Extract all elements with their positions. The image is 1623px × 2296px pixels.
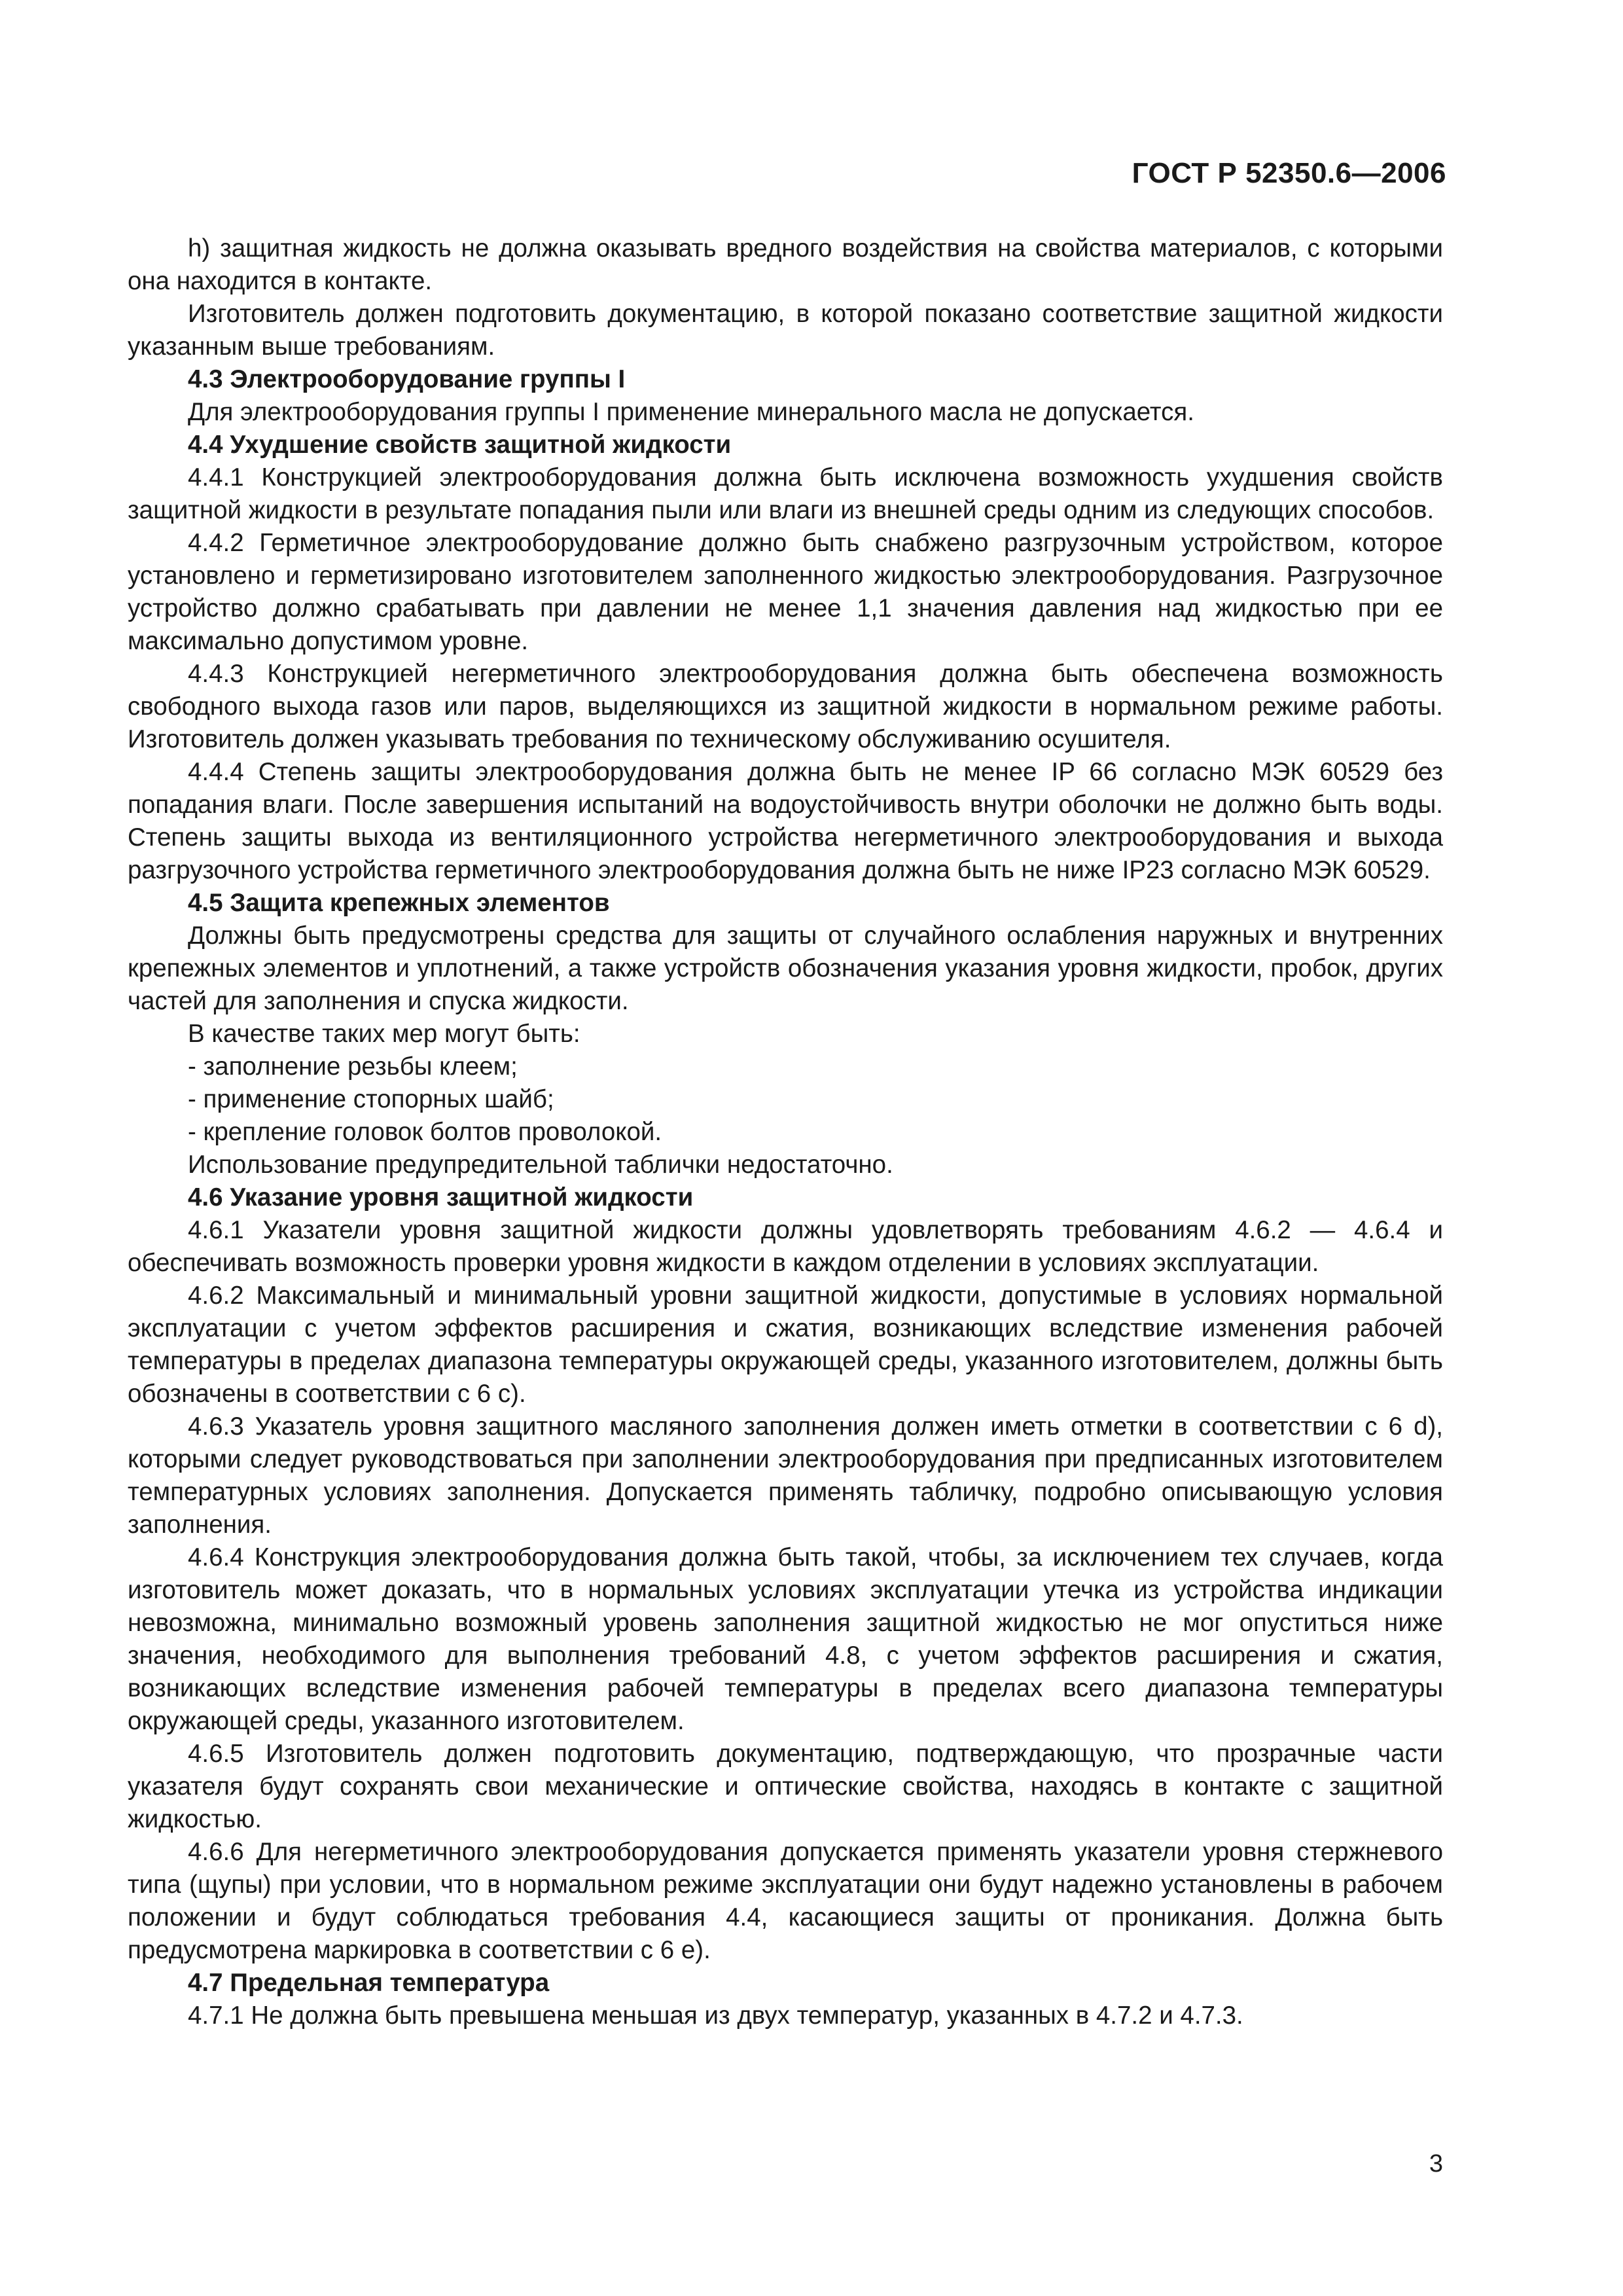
paragraph: 4.6.6 Для негерметичного электрооборудования допускается применять указатели уровня стержневого типа (щупы) при условии, что в нормальном режиме эксплуатации они будут надежно установлены в рабочем положении и будут соблюдаться требования 4.4, касающиеся защиты от проникания. Должна быть предусмотрена маркировка в соответствии с 6 e). — [128, 1838, 1443, 1964]
paragraph: Должны быть предусмотрены средства для защиты от случайного ослабления наружных и внутренних крепежных элементов и уплотнений, а также устройств обозначения указания уровня жидкости, пробок, других частей для заполнения и спуска жидкости. — [128, 922, 1443, 1015]
paragraph: h) защитная жидкость не должна оказывать вредного воздействия на свойства материалов, с которыми она находится в контакте. — [128, 234, 1443, 295]
paragraph: 4.6.2 Максимальный и минимальный уровни защитной жидкости, допустимые в условиях нормальной эксплуатации с учетом эффектов расширения и сжатия, возникающих вследствие изменения рабочей температуры в пределах диапазона температуры окружающей среды, указанного изготовителем, должны быть обозначены в соответствии с 6 c). — [128, 1282, 1443, 1408]
page-number: 3 — [1429, 2150, 1443, 2178]
section-heading: 4.5 Защита крепежных элементов — [188, 889, 610, 917]
section-heading: 4.7 Предельная температура — [188, 1969, 550, 1997]
paragraph: 4.7.1 Не должна быть превышена меньшая из двух температур, указанных в 4.7.2 и 4.7.3. — [188, 2001, 1243, 2030]
paragraph: 4.4.4 Степень защиты электрооборудования должна быть не менее IP 66 согласно МЭК 60529 без попадания влаги. После завершения испытаний на водоустойчивость внутри оболочки не должно быть воды. Степень защиты выхода из вентиляционного устройства негерметичного электрооборудования и выхода разгрузочного устройства герметичного электрооборудования должна быть не ниже IP23 согласно МЭК 60529. — [128, 758, 1443, 884]
paragraph: 4.4.3 Конструкцией негерметичного электрооборудования должна быть обеспечена возможность свободного выхода газов или паров, выделяющихся из защитной жидкости в нормальном режиме работы. Изготовитель должен указывать требования по техническому обслуживанию осушителя. — [128, 660, 1443, 753]
paragraph: 4.6.1 Указатели уровня защитной жидкости должны удовлетворять требованиям 4.6.2 — 4.6.4 и обеспечивать возможность проверки уровня жидкости в каждом отделении в условиях эксплуатации. — [128, 1216, 1443, 1277]
list-item: - применение стопорных шайб; — [188, 1085, 554, 1113]
section-heading: 4.3 Электрооборудование группы I — [188, 365, 626, 393]
section-heading: 4.6 Указание уровня защитной жидкости — [188, 1183, 694, 1211]
list-item: В качестве таких мер могут быть: — [188, 1020, 580, 1048]
paragraph: 4.4.2 Герметичное электрооборудование должно быть снабжено разгрузочным устройством, которое установлено и герметизировано изготовителем заполненного жидкостью электрооборудования. Разгрузочное устройство должно срабатывать при давлении не менее 1,1 значения давления над жидкостью при ее максимально допустимом уровне. — [128, 529, 1443, 655]
paragraph: 4.4.1 Конструкцией электрооборудования должна быть исключена возможность ухудшения свойств защитной жидкости в результате попадания пыли или влаги из внешней среды одним из следующих способов. — [128, 463, 1443, 524]
list-item: - заполнение резьбы клеем; — [188, 1052, 518, 1081]
paragraph: Для электрооборудования группы I применение минерального масла не допускается. — [188, 398, 1194, 426]
section-heading: 4.4 Ухудшение свойств защитной жидкости — [188, 431, 732, 459]
standard-code: ГОСТ Р 52350.6—2006 — [1132, 157, 1446, 189]
list-item: - крепление головок болтов проволокой. — [188, 1118, 662, 1146]
paragraph: 4.6.4 Конструкция электрооборудования должна быть такой, чтобы, за исключением тех случаев, когда изготовитель может доказать, что в нормальных условиях эксплуатации утечка из устройства индикации невозможна, минимально возможный уровень заполнения защитной жидкостью не мог опуститься ниже значения, необходимого для выполнения требований 4.8, с учетом эффектов расширения и сжатия, возникающих вследствие изменения рабочей температуры в пределах всего диапазона температуры окружающей среды, указанного изготовителем. — [128, 1543, 1443, 1735]
paragraph: 4.6.3 Указатель уровня защитного масляного заполнения должен иметь отметки в соответствии с 6 d), которыми следует руководствоваться при заполнении электрооборудования при предписанных изготовителем температурных условиях заполнения. Допускается применять табличку, подробно описывающую условия заполнения. — [128, 1412, 1443, 1539]
list-item: Использование предупредительной таблички недостаточно. — [188, 1151, 893, 1179]
paragraph: 4.6.5 Изготовитель должен подготовить документацию, подтверждающую, что прозрачные части указателя будут сохранять свои механические и оптические свойства, находясь в контакте с защитной жидкостью. — [128, 1740, 1443, 1833]
paragraph: Изготовитель должен подготовить документацию, в которой показано соответствие защитной жидкости указанным выше требованиям. — [128, 300, 1443, 361]
document-body — [128, 232, 1443, 2032]
